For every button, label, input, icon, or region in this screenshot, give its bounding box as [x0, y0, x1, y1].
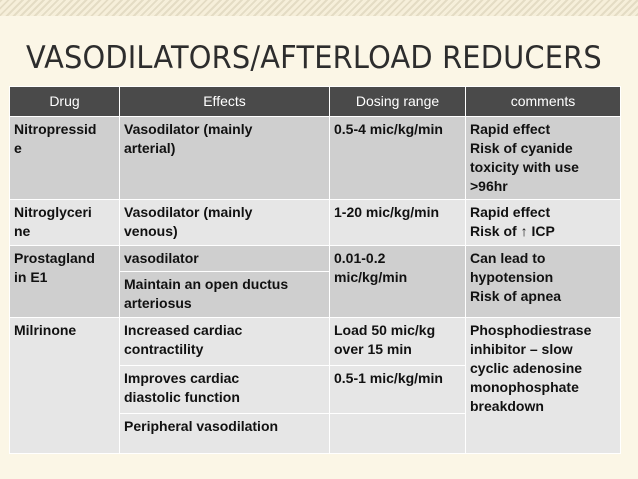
header-effects: Effects: [120, 87, 330, 117]
cell-drug: [10, 318, 120, 454]
cell-line: e: [14, 140, 22, 156]
header-comments: comments: [466, 87, 621, 117]
cell-drug: [10, 117, 120, 200]
cell-dosing: [330, 246, 466, 318]
cell-effects: [120, 414, 330, 454]
cell-effects: [120, 272, 330, 318]
cell-line: vasodilator: [124, 250, 199, 266]
cell-line: arteriosus: [124, 295, 192, 311]
cell-line: Rapid effect: [470, 121, 551, 137]
cell-line: Can lead to: [470, 250, 546, 266]
table-row: [10, 117, 621, 200]
cell-comments: [466, 200, 621, 246]
cell-line: Maintain an open ductus: [124, 276, 289, 292]
cell-line: >96hr: [470, 178, 508, 194]
cell-line: over 15 min: [334, 341, 412, 357]
cell-line: 1-20 mic/kg/min: [334, 204, 440, 220]
cell-comments: [466, 246, 621, 318]
header-drug: Drug: [10, 87, 120, 117]
cell-line: inhibitor – slow: [470, 341, 573, 357]
cell-line: 0.5-1 mic/kg/min: [334, 370, 443, 386]
cell-line: Phosphodiestrase: [470, 322, 592, 338]
cell-line: 0.5-4 mic/kg/min: [334, 121, 443, 137]
cell-dosing: [330, 200, 466, 246]
cell-line: Risk of cyanide: [470, 140, 573, 156]
cell-effects: [120, 200, 330, 246]
cell-line: cyclic adenosine: [470, 360, 583, 376]
cell-dosing-empty: [330, 414, 466, 454]
table-row: [10, 246, 621, 272]
cell-line: breakdown: [470, 398, 544, 414]
decorative-top-stripe: [0, 0, 638, 16]
cell-line: Milrinone: [14, 322, 77, 338]
cell-line: ne: [14, 223, 31, 239]
cell-effects: [120, 117, 330, 200]
cell-line: hypotension: [470, 269, 554, 285]
table-row: [10, 318, 621, 366]
table-header-row: [10, 87, 621, 117]
cell-line: arterial): [124, 140, 176, 156]
cell-dosing: [330, 318, 466, 366]
cell-line: Risk of apnea: [470, 288, 562, 304]
cell-line: Improves cardiac: [124, 370, 240, 386]
cell-line: Risk of ↑ ICP: [470, 223, 555, 239]
cell-line: 0.01-0.2: [334, 250, 386, 266]
cell-line: venous): [124, 223, 178, 239]
vasodilator-table: [9, 86, 621, 454]
cell-dosing: [330, 366, 466, 414]
cell-line: diastolic function: [124, 389, 240, 405]
cell-effects: [120, 318, 330, 366]
cell-line: Prostagland: [14, 250, 95, 266]
cell-effects: [120, 246, 330, 272]
cell-line: Peripheral vasodilation: [124, 418, 279, 434]
cell-line: Vasodilator (mainly: [124, 204, 253, 220]
table-row: [10, 200, 621, 246]
cell-line: in E1: [14, 269, 48, 285]
cell-drug: [10, 246, 120, 318]
cell-line: monophosphate: [470, 379, 579, 395]
cell-line: Nitropressid: [14, 121, 97, 137]
cell-comments: [466, 117, 621, 200]
cell-line: Vasodilator (mainly: [124, 121, 253, 137]
cell-line: Load 50 mic/kg: [334, 322, 436, 338]
cell-line: mic/kg/min: [334, 269, 408, 285]
cell-dosing: [330, 117, 466, 200]
cell-line: Increased cardiac: [124, 322, 243, 338]
cell-comments: [466, 318, 621, 454]
cell-drug: [10, 200, 120, 246]
cell-line: Nitroglyceri: [14, 204, 92, 220]
header-dosing-range: Dosing range: [330, 87, 466, 117]
slide-title: VASODILATORS/AFTERLOAD REDUCERS: [26, 40, 602, 76]
cell-line: contractility: [124, 341, 204, 357]
cell-effects: [120, 366, 330, 414]
cell-line: Rapid effect: [470, 204, 551, 220]
cell-line: toxicity with use: [470, 159, 579, 175]
